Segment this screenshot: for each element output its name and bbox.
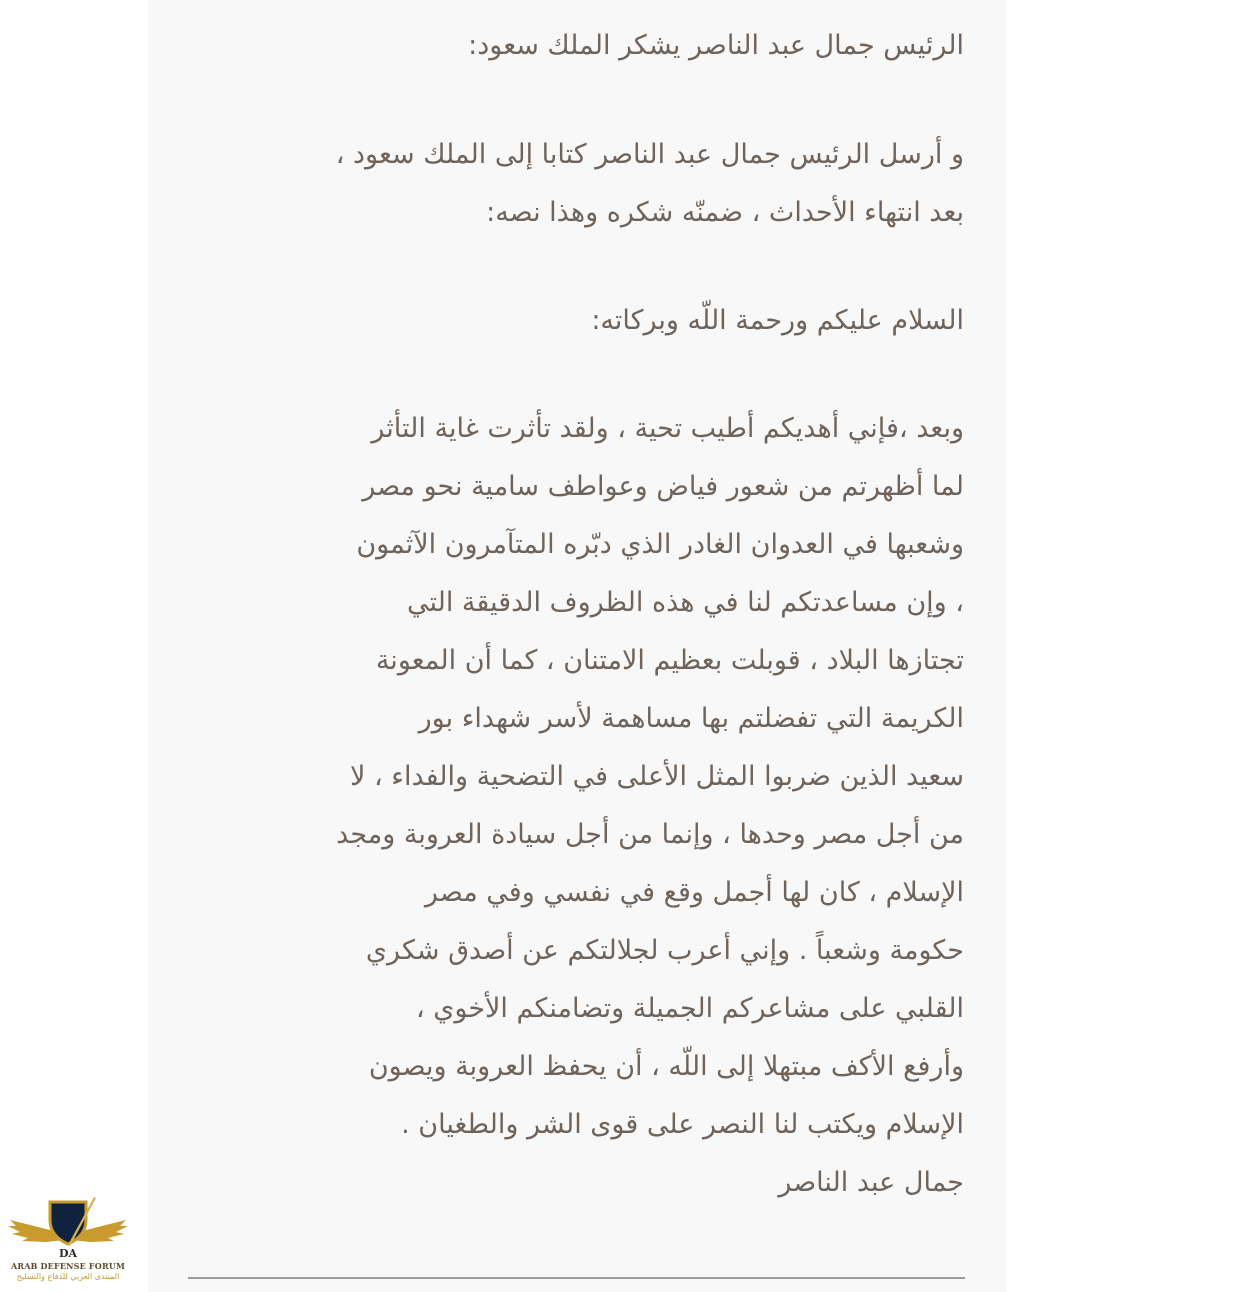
body-line: لما أظهرتم من شعور فياض وعواطف سامية نحو مصر <box>362 471 964 502</box>
spacer <box>188 350 964 400</box>
greeting: السلام عليكم ورحمة اللّه وبركاته: <box>591 305 964 336</box>
watermark-name: ARAB DEFENSE FORUM <box>10 1261 126 1271</box>
watermark-name-ar: المنتدى العربي للدفاع والتسليح <box>16 1272 120 1281</box>
intro-line: بعد انتهاء الأحداث ، ضمنّه شكره وهذا نصه: <box>486 197 964 228</box>
body-line: حكومة وشعباً . وإني أعرب لجلالتكم عن أصدق شكري <box>365 935 964 966</box>
body-line: ، وإن مساعدتكم لنا في هذه الظروف الدقيقة التي <box>406 587 964 618</box>
wings-shield-icon <box>6 1196 130 1262</box>
body-line: وبعد ،فإني أهديكم أطيب تحية ، ولقد تأثرت غاية التأثر <box>371 413 964 444</box>
body-line: سعيد الذين ضربوا المثل الأعلى في التضحية والفداء ، لا <box>349 761 964 792</box>
intro-line: و أرسل الرئيس جمال عبد الناصر كتابا إلى الملك سعود ، <box>335 139 964 170</box>
document-body <box>188 0 964 1212</box>
body-line: تجتازها البلاد ، قوبلت بعظيم الامتنان ، كما أن المعونة <box>375 645 964 676</box>
body-line: وأرفع الأكف مبتهلا إلى اللّه ، أن يحفظ العروبة ويصون <box>368 1051 964 1082</box>
body-line: وشعبها في العدوان الغادر الذي دبّره المتآمرون الآثمون <box>356 529 964 560</box>
body-line: الإسلام ، كان لها أجمل وقع في نفسي وفي مصر <box>424 877 964 908</box>
spacer <box>188 242 964 292</box>
badge-text: DA <box>58 1247 78 1260</box>
bottom-divider <box>188 1277 965 1279</box>
signature: جمال عبد الناصر <box>778 1167 964 1198</box>
body-line: الكريمة التي تفضلتم بها مساهمة لأسر شهداء بور <box>418 703 964 734</box>
watermark-logo <box>6 1196 130 1288</box>
spacer <box>188 75 964 126</box>
document-title: الرئيس جمال عبد الناصر يشكر الملك سعود: <box>468 30 964 61</box>
body-line: القلبي على مشاعركم الجميلة وتضامنكم الأخوي ، <box>415 993 964 1024</box>
body-line: من أجل مصر وحدها ، وإنما من أجل سيادة العروبة ومجد <box>336 819 964 850</box>
body-line: الإسلام ويكتب لنا النصر على قوى الشر والطغيان . <box>401 1109 964 1140</box>
